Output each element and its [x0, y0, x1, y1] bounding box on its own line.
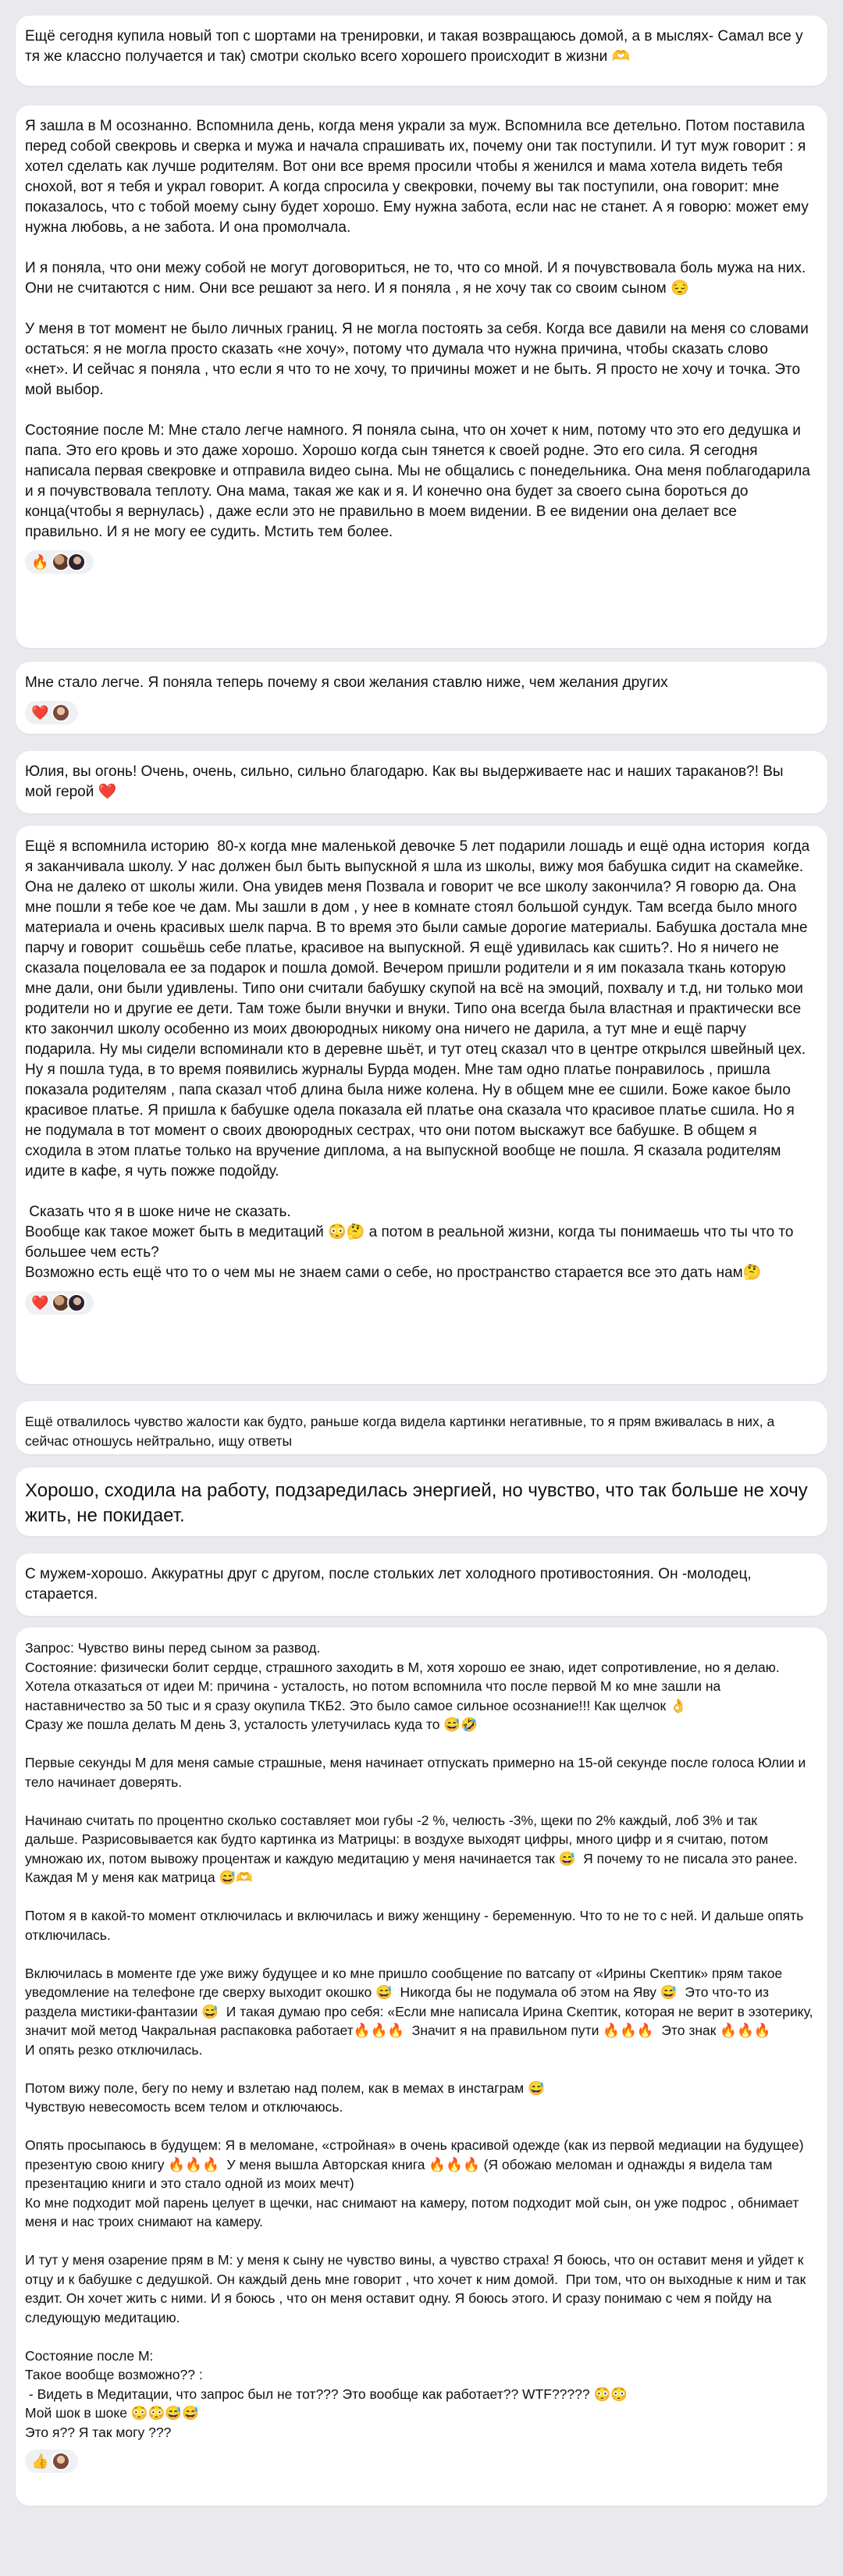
message-text: Ещё я вспомнила историю 80-х когда мне маленькой девочке 5 лет подарили лошадь и ещё одна история когда я заканчивала школу. У нас должен был быть выпускной я шла из школы, вижу моя бабушка сидит на скамейке. Она не далеко от школы жили. Она увидев меня Позвала и говорит че все школу закончила? Я говорю да. Она мне пошли я тебе кое че дам. Мы зашли в дом , у нее в комнате стоял большой сундук. Там всегда было много материала и очень красивых шелк парча. В то время это были самые дорогие материалы. Бабушка достала мне парчу и говорит сошьёшь себе платье, красивое на выпускной. Я ещё удивилась как сшить?. Но я ничего не сказала поцеловала ее за подарок и пошла домой. Вечером пришли родители и я им показала ткань которую мне дали, они были удивлены. Типо они считали бабушку скупой на всё на эмоций, похвалу и т.д, ни только мои родители но и другие ее дети. Там тоже были внучки и внуки. Типо она всегда была властная и практически все кто закончил школу особенно из моих двоюродных никому она ничего не дарила, а тут мне и ещё парчу подарила. Ну мы сидели вспоминали кто в деревне шьёт, и тут отец сказал что в центре открылся швейный цех. Ну я пошла туда, в то время появились журналы Бурда моден. Мне там одно платье понравилось , пришла показала родителям , папа сказал чтоб длина была ниже колена. Ну в общем мне ее сшили. Боже какое было красивое платье. Я пришла к бабушке одела показала ей платье она сказала что красивое платье сшила. Но я не подумала в тот момент о своих двоюродных сестрах, что они потом выскажут все бабушке. В общем я сходила в этом платье только на вручение диплома, а на выпускной вообще не пошла. Я сказала родителям идите в кафе, я чуть пожже подойду. Сказать что я в шоке ниче не сказать. Вообще как такое может быть в медитаций 😳🤔 а потом в реальной жизни, когда ты понимаешь что ты что то большее чем есть? Возможно есть ещё что то о чем мы не знаем сами о себе, но пространство старается все это дать нам🤔: [25, 838, 810, 1281]
message-text: Хорошо, сходила на работу, подзаредилась энергией, но чувство, что так больше не хочу жить, не покидает.: [25, 1480, 813, 1526]
message-bubble: [16, 1553, 827, 1616]
message-bubble: [16, 16, 827, 86]
fire-reaction-icon: 🔥: [31, 554, 49, 570]
message-bubble: [16, 751, 827, 813]
avatar: [67, 553, 86, 571]
reaction-chip[interactable]: [25, 2450, 78, 2473]
reaction-chip[interactable]: [25, 550, 94, 574]
reactions-bar: [25, 1291, 820, 1315]
message-text: Мне стало легче. Я поняла теперь почему я свои желания ставлю ниже, чем желания других: [25, 674, 668, 691]
message-text: Ещё отвалилось чувство жалости как будто, раньше когда видела картинки негативные, то я прям вживалась в них, а сейчас отношусь нейтрально, ищу ответы: [25, 1414, 779, 1449]
reactions-bar: [25, 701, 820, 724]
avatar: [52, 703, 70, 722]
avatar: [67, 1293, 86, 1312]
message-bubble: [16, 662, 827, 734]
thumbs-up-reaction-icon: 👍: [31, 2453, 49, 2469]
reaction-chip[interactable]: [25, 701, 78, 724]
reaction-chip[interactable]: [25, 1291, 94, 1315]
message-bubble: [16, 1401, 827, 1454]
reactions-bar: [25, 550, 820, 574]
message-bubble: [16, 1468, 827, 1536]
heart-reaction-icon: ❤️: [31, 1295, 49, 1311]
message-text: Я зашла в М осознанно. Вспомнила день, когда меня украли за муж. Вспомнила все детельно. Потом поставила перед собой свекровь и сверка и мужа и начала спрашивать их, почему они так поступили. И тут муж говорит : я хотел сделать как лучше родителям. Вот они все время просили чтобы я женился и мама хотела видеть тебя снохой, вот я тебя и украл говорит. А когда спросила у свекровки, почему вы так поступили, она говорит: мне показалось, что с тобой моему сыну будет хорошо. Ему нужна забота, если нас не станет. А я говорю: может ему нужна любовь, а не забота. И она промолчала. И я поняла, что они межу собой не могут договориться, не то, что со мной. И я почувствовала боль мужа на них. Они не считаются с ним. Они все решают за него. И я поняла , я не хочу так со своим сыном 😔 У меня в тот момент не было личных границ. Я не могла постоять за себя. Когда все давили на меня со словами остаться: я не могла просто сказать «не хочу», потому что думала что нужна причина, чтобы сказать слово «нет». И сейчас я поняла , что если я что то не хочу, то причины может и не быть. Я просто не хочу и точка. Это мой выбор. Состояние после М: Мне стало легче намного. Я поняла сына, что он хочет к ним, потому что это его дедушка и папа. Это его кровь и это даже хорошо. Хорошо когда сын тянется к своей родне. Это его сила. Я сегодня написала первая свекровке и отправила видео сына. Мы не общались с понедельника. Она меня поблагодарила и я почувствовала теплоту. Она мама, такая же как и я. И конечно она будет за своего сына бороться до конца(чтобы я вернулась) , даже если это не правильно в моем видении. В ее видении она делает все правильно. И я не могу ее судить. Мстить тем более.: [25, 118, 810, 540]
message-text: Запрос: Чувство вины перед сыном за развод. Состояние: физически болит сердце, страшного заходить в М, хотя хорошо ее знаю, идет сопротивление, но я делаю. Хотела отказаться от идеи М: причина - усталость, но потом вспомнила что после первой М ко мне зашли на наставничество за 50 тыс и я сразу окупила ТКБ2. Это было самое сильное осознание!!! Как щелчок 👌 Сразу же пошла делать М день 3, усталость улетучилась куда то 😅🤣 Первые секунды М для меня самые страшные, меня начинает отпускать примерно на 15-ой секунде после голоса Юлии и тело начинает доверять. Начинаю считать по процентно сколько составляет мои губы -2 %, челюсть -3%, щеки по 2% каждый, лоб 3% и так дальше. Разрисовывается как будто картинка из Матрицы: в воздухе выходят цифры, много цифр и я считаю, потом умножаю их, потом вывожу процентаж и каждую медитацию у меня начинается так 😅 Я почему то не писала это ранее. Каждая М у меня как матрица 😅🫶 Потом я в какой-то момент отключилась и включилась и вижу женщину - беременную. Что то не то с ней. И дальше опять отключилась. Включилась в моменте где уже вижу будущее и ко мне пришло сообщение по ватсапу от «Ирины Скептик» прям такое уведомление на телефоне где сверху выходит окошко 😅 Никогда бы не подумала об этом на Яву 😅 Это что-то из раздела мистики-фантазии 😅 И такая думаю про себя: «Если мне написала Ирина Скептик, которая не верит в эзотерику, значит мой метод Чакральная распаковка работает🔥🔥🔥 Значит я на правильном пути 🔥🔥🔥 Это знак 🔥🔥🔥 И опять резко отключилась. Потом вижу поле, бегу по нему и взлетаю над полем, как в мемах в инстаграм 😅 Чувствую невесомость всем телом и отключаюсь. Опять просыпаюсь в будущем: Я в меломане, «стройная» в очень красивой одежде (как из первой медиации на будущее) презентую свою книгу 🔥🔥🔥 У меня вышла Авторская книга 🔥🔥🔥 (Я обожаю меломан и однажды я видела там презентацию книги и это стало одной из моих мечт) Ко мне подходит мой парень целует в щечки, нас снимают на камеру, потом подходит мой сын, он уже подрос , обнимает меня и нас троих снимают на камеру. И тут у меня озарение прям в М: у меня к сыну не чувство вины, а чувство страха! Я боюсь, что он оставит меня и уйдет к отцу и к бабушке с дедушкой. Он каждый день мне говорит , что хочет к ним домой. При том, что он выходные к ним и так ездит. Он хочет жить с ними. И я боюсь , что он меня оставит одну. Я боюсь этого. И сразу понимаю с чем я пойду на следующую медитацию. Состояние после М: Такое вообще возможно?? : - Видеть в Медитации, что запрос был не тот??? Это вообще как работает?? WTF????? 😳😳 Мой шок в шоке 😳😳😅😅 Это я?? Я так могу ???: [25, 1640, 813, 2440]
heart-reaction-icon: ❤️: [31, 705, 49, 720]
message-bubble: [16, 105, 827, 648]
message-text: С мужем-хорошо. Аккуратны друг с другом, после стольких лет холодного противостояния. Он -молодец, старается.: [25, 1566, 756, 1603]
message-bubble: [16, 826, 827, 1384]
reactions-bar: [25, 2450, 820, 2473]
message-text: Ещё сегодня купила новый топ с шортами на тренировки, и такая возвращаюсь домой, а в мыслях- Самал все у тя же классно получается и так) смотри сколько всего хорошего происходит в жизни 🫶: [25, 28, 807, 65]
message-bubble: [16, 1628, 827, 2506]
avatar: [52, 2452, 70, 2471]
message-text: Юлия, вы огонь! Очень, очень, сильно, сильно благодарю. Как вы выдерживаете нас и наших тараканов?! Вы мой герой ❤️: [25, 763, 788, 800]
